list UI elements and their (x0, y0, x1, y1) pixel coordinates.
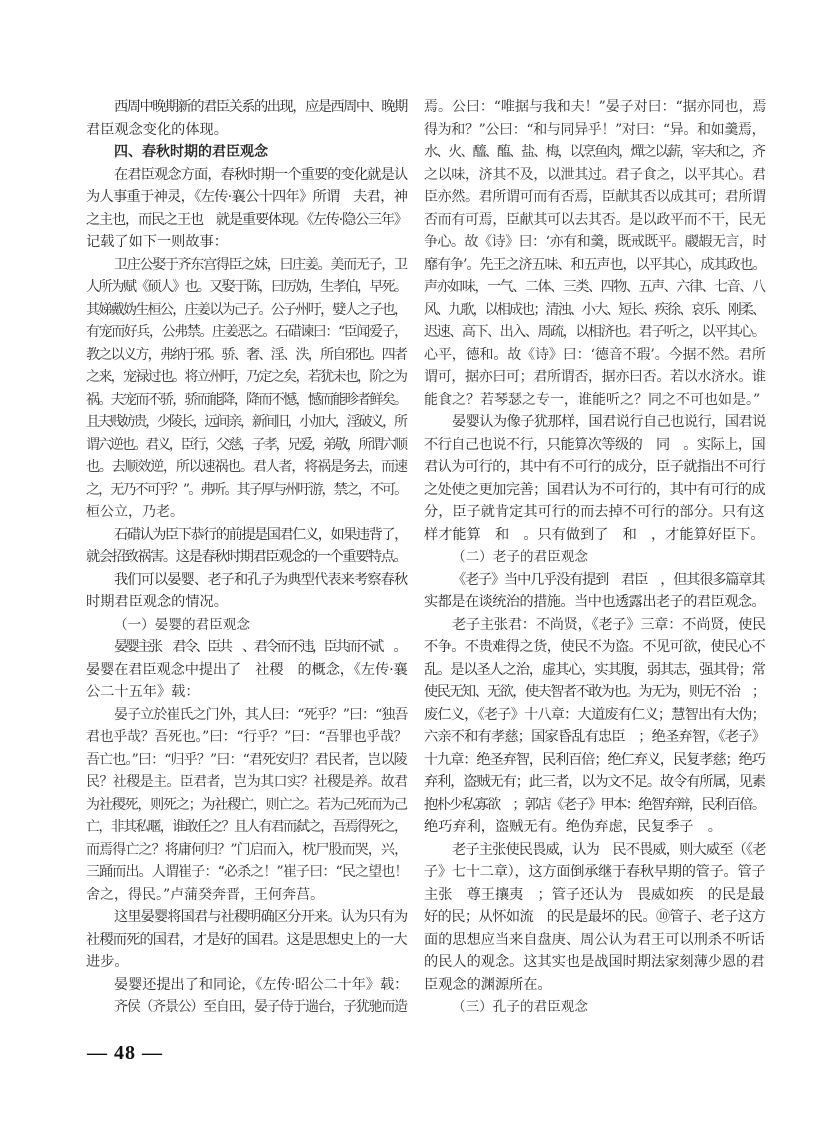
text-line: 乱。是以圣人之治，虚其心，实其腹，弱其志，强其骨；常 (424, 661, 765, 678)
section-heading: （三）孔子的君臣观念 (452, 999, 588, 1015)
text-line: 亡，非其私暱，谁敢任之？且人有君而弑之，吾焉得死之， (86, 819, 407, 835)
page-number: — 48 — (87, 1042, 163, 1064)
text-line: 有宠而好兵，公弗禁。庄姜恶之。石碏谏曰：“臣闻爱子， (86, 324, 407, 340)
text-line: 民？社稷是主。臣君者，岂为其口实？社稷是养。故君 (86, 774, 408, 790)
text-line: 心平，德和。故《诗》曰：‘德音不瑕’。今据不然。君所 (424, 346, 766, 363)
text-line: 也。去顺效逆，所以速祸也。君人者，将祸是务去，而速 (86, 459, 407, 475)
text-line: 老子主张君：不尚贤，《老子》三章：不尚贤，使民 (452, 616, 766, 633)
text-line: 我们可以晏婴、老子和孔子为典型代表来考察春秋 (114, 571, 408, 588)
text-line: 能食之？若琴瑟之专一，谁能听之？同之不可也如是。” (424, 391, 761, 408)
text-line: 君认为可行的，其中有不可行的成分，臣子就指出不可行 (424, 459, 766, 475)
text-line: 分，臣子就肯定其可行的而去掉不可行的部分。只有这 (424, 504, 765, 520)
text-line: 舍之，得民。”卢蒲癸奔晋，王何奔莒。 (86, 886, 325, 903)
text-line: 之来，宠禄过也。将立州吁，乃定之矣，若犹未也，阶之为 (86, 369, 407, 385)
text-line: 六亲不和有孝慈；国家昏乱有忠臣 ；绝圣弃智，《老子》 (424, 729, 765, 745)
section-heading: （二）老子的君臣观念 (452, 549, 588, 565)
text-line: 西周中晚期新的君臣关系的出现，应是西周中、晚期 (114, 99, 407, 115)
text-line: 齐侯（齐景公）至自田，晏子侍于遄台，子犹驰而造 (114, 999, 407, 1015)
text-line: 《老子》当中几乎没有提到 君臣 ，但其很多篇章其 (452, 571, 765, 588)
text-line: 不争。不贵难得之货，使民不为盗。不见可欲，使民心不 (424, 639, 766, 655)
text-line: 公二十五年》载： (86, 684, 200, 700)
text-line: 之以味，济其不及，以泄其过。君子食之，以平其心。君 (424, 166, 766, 183)
section-heading: 四、春秋时期的君臣观念 (114, 144, 268, 160)
text-line: 就会招致祸害。这是春秋时期君臣观念的一个重要特点。 (86, 549, 407, 565)
text-line: 谓六逆也。君义，臣行，父慈，子孝，兄爱，弟敬，所谓六顺 (86, 436, 406, 453)
text-line: 焉。公曰：“唯据与我和夫！”晏子对曰：“据亦同也，焉 (424, 99, 766, 115)
text-line: 进步。 (86, 954, 129, 970)
text-line: 晏婴主张 君令、臣共 、君令而不违，臣共而不贰 。 (114, 639, 406, 655)
text-line: 祸。夫宠而不骄，骄而能降，降而不憾，憾而能昣者鲜矣。 (86, 391, 407, 408)
text-line: 卫庄公娶于齐东宫得臣之妹，曰庄姜。美而无子，卫 (114, 256, 407, 273)
text-line: 得为和？”公曰：“和与同异乎！”对曰：“异。和如羹焉， (424, 121, 766, 138)
left-column (86, 96, 408, 1019)
text-line: 社稷而死的国君，才是好的国君。这是思想史上的一大 (86, 931, 407, 948)
text-line: 弃利，盗贼无有；此三者，以为文不足。故令有所属，见素 (424, 774, 765, 790)
text-line: 十九章：绝圣弃智，民利百倍；绝仁弃义，民复孝慈；绝巧 (424, 751, 765, 768)
text-line: 臣亦然。君所谓可而有否焉，臣献其否以成其可；君所谓 (424, 189, 766, 205)
text-line: 而焉得亡之？将庸何归？”门启而入，枕尸股而哭，兴， (86, 841, 408, 858)
text-line: 晏婴认为像子犹那样，国君说行自己也说行，国君说 (452, 414, 766, 430)
text-line: 桓公立，乃老。 (86, 504, 184, 520)
text-line: 靡有争’。先王之济五味、和五声也，以平其心，成其政也。 (424, 256, 766, 273)
text-line: 风、九歌，以相成也；清浊、小大、短长、疾徐、哀乐、刚柔、 (424, 301, 765, 318)
text-line: 晏子立於崔氏之门外，其人曰：“死乎？”曰：“独吾 (114, 706, 408, 723)
text-line: 晏婴还提出了和同论，《左传·昭公二十年》载： (114, 976, 408, 993)
text-line: 废仁义，《老子》十八章：大道废有仁义；慧智出有大伪； (424, 706, 765, 723)
text-line: 声亦如味，一气、二体、三类、四物、五声、六律、七音、八 (424, 279, 765, 295)
text-line: 君臣观念变化的体现。 (86, 121, 228, 138)
text-line: 不行自己也说不行，只能算次等级的 同 。实际上，国 (424, 436, 766, 453)
text-line: 其娣戴妫生桓公，庄姜以为己子。公子州吁，嬖人之子也， (86, 301, 407, 318)
text-line: 实都是在谈统治的措施。当中也透露出老子的君臣观念。 (424, 594, 766, 610)
text-line: 晏婴在君臣观念中提出了 社稷 的概念，《左传·襄 (86, 661, 408, 678)
text-line: 老子主张使民畏威，认为 民不畏威，则大威至（《老 (452, 841, 766, 858)
text-line: 为人事重于神灵，《左传·襄公十四年》所谓 夫君，神 (86, 189, 408, 205)
text-line: 教之以义方，弗纳于邪。骄、奢、淫、泆，所自邪也。四者 (86, 346, 407, 363)
text-line: 子》七十二章），这方面倒承继于春秋早期的管子。管子 (424, 864, 766, 880)
right-column (424, 96, 766, 1019)
text-line: 且夫贱妨贵，少陵长，远间亲，新间旧，小加大，淫破义，所 (86, 414, 406, 430)
text-line: 之主也，而民之王也 就是重要体现。《左传·隐公三年》 (86, 211, 407, 228)
text-line: 人所为赋《硕人》也。又娶于陈，曰厉妫，生孝伯，早死。 (86, 279, 407, 295)
text-line: 水、火、醯、醢、盐、梅，以烹鱼肉，燀之以薪，宰夫和之，齐 (424, 144, 765, 160)
section-heading: （一）晏婴的君臣观念 (114, 616, 250, 633)
text-line: 君也乎哉？吾死也。”曰：“行乎？”曰：“吾罪也乎哉？ (86, 729, 408, 745)
text-line: 样才能算 和 。只有做到了 和 ，才能算好臣下。 (424, 526, 765, 543)
text-line: 抱朴少私寡欲 ；郭店《老子》甲本：绝智弃辩，民利百倍。 (424, 796, 765, 813)
text-line: 好的民；从怀如流 的民是最坏的民。⑩管子、老子这方 (424, 909, 766, 925)
text-line: 谓可，据亦曰可；君所谓否，据亦曰否。若以水济水。谁 (424, 369, 766, 385)
text-line: 之，无乃不可乎？”。弗听。其子厚与州吁游，禁之，不可。 (86, 481, 407, 498)
text-line: 争心。故《诗》曰：‘亦有和羹，既戒既平。鬷嘏无言，时 (424, 234, 766, 250)
text-line: 迟速、高下、出入、周疏，以相济也。君子听之，以平其心。 (424, 324, 765, 340)
text-line: 面的思想应当来自盘庚、周公认为君王可以刑杀不听话 (424, 931, 765, 948)
text-line: 石碏认为臣下恭行的前提是国君仁义，如果违背了， (114, 526, 407, 543)
text-line: 记载了如下一则故事： (86, 234, 228, 250)
text-line: 的民人的观念。这其实也是战国时期法家刻薄少恩的君 (424, 954, 765, 970)
text-line: 使民无知、无欲，使夫智者不敢为也。为无为，则无不治 ； (424, 684, 765, 700)
text-line: 绝巧弃利，盗贼无有。绝伪弃虑，民复季子 。 (424, 819, 722, 835)
text-line: 臣观念的渊源所在。 (424, 976, 552, 993)
text-line: 吾亡也。”曰：“归乎？”曰：“君死安归？君民者，岂以陵 (86, 751, 407, 768)
text-line: 为社稷死，则死之；为社稷亡，则亡之。若为己死而为己 (86, 796, 407, 813)
text-line: 三踊而出。人谓崔子：“必杀之！”崔子曰：“民之望也！ (86, 864, 408, 880)
text-line: 这里晏婴将国君与社稷明确区分开来。认为只有为 (114, 909, 408, 925)
text-line: 主张 尊王攘夷 ；管子还认为 畏威如疾 的民是最 (424, 886, 765, 903)
text-line: 否而有可焉，臣献其可以去其否。是以政平而不干，民无 (424, 211, 766, 228)
text-line: 时期君臣观念的情况。 (86, 594, 228, 610)
text-line: 在君臣观念方面，春秋时期一个重要的变化就是认 (114, 166, 408, 183)
text-line: 之处使之更加完善；国君认为不可行的，其中有可行的成 (424, 481, 766, 498)
